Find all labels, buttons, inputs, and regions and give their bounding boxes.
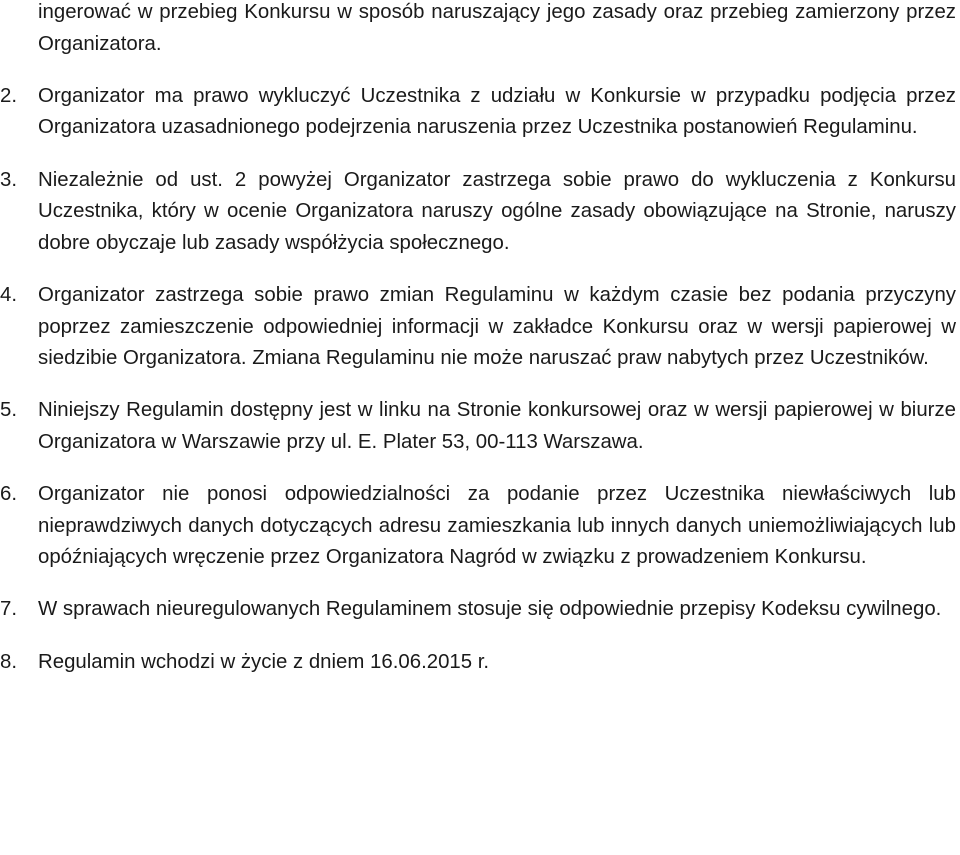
list-item-7: [0, 594, 956, 626]
item-text: Regulamin wchodzi w życie z dniem 16.06.2015 r.: [38, 650, 490, 673]
item-number: 5.: [0, 399, 18, 422]
item-text: Organizator ma prawo wykluczyć Uczestnika z udziału w Konkursie w przypadku podjęcia przez Organizatora uzasadnionego podejrzenia naruszenia przez Uczestnika postanowień Regulaminu.: [38, 84, 956, 139]
item-text: Organizator zastrzega sobie prawo zmian Regulaminu w każdym czasie bez podania przyczyny poprzez zamieszczenie odpowiedniej informacji w zakładce Konkursu oraz w wersji papierowej w siedzibie Organizatora. Zmiana Regulaminu nie może naruszać praw nabytych przez Uczestników.: [38, 283, 956, 370]
item-text: Organizator nie ponosi odpowiedzialności za podanie przez Uczestnika niewłaściwych lub nieprawdziwych danych dotyczących adresu zamieszkania lub innych danych uniemożliwiających lub opóźniających wręczenie przez Organizatora Nagród w związku z prowadzeniem Konkursu.: [38, 483, 956, 569]
list-item-6: [0, 479, 956, 574]
paragraph-text: ingerować w przebieg Konkursu w sposób naruszający jego zasady oraz przebieg zamierzony przez Organizatora.: [38, 1, 956, 55]
item-text: W sprawach nieuregulowanych Regulaminem stosuje się odpowiednie przepisy Kodeksu cywilnego.: [38, 598, 942, 621]
item-number: 7.: [0, 598, 18, 621]
list-item-5: [0, 395, 956, 458]
item-number: 4.: [0, 283, 18, 306]
item-number: 6.: [0, 483, 18, 506]
item-number: 2.: [0, 84, 18, 107]
list-item-4: [0, 280, 956, 375]
list-item-8: [0, 647, 956, 679]
item-text: Niezależnie od ust. 2 powyżej Organizator zastrzega sobie prawo do wykluczenia z Konkursu Uczestnika, który w ocenie Organizatora naruszy ogólne zasady obowiązujące na Stronie, naruszy dobre obyczaje lub zasady współżycia społecznego.: [38, 168, 956, 254]
list-item-3: [0, 165, 956, 260]
list-item-2: [0, 81, 956, 144]
item-number: 8.: [0, 650, 18, 673]
item-number: 3.: [0, 168, 18, 191]
continuation-paragraph: [38, 0, 956, 60]
item-text: Niniejszy Regulamin dostępny jest w linku na Stronie konkursowej oraz w wersji papierowej w biurze Organizatora w Warszawie przy ul. E. Plater 53, 00-113 Warszawa.: [38, 399, 956, 453]
